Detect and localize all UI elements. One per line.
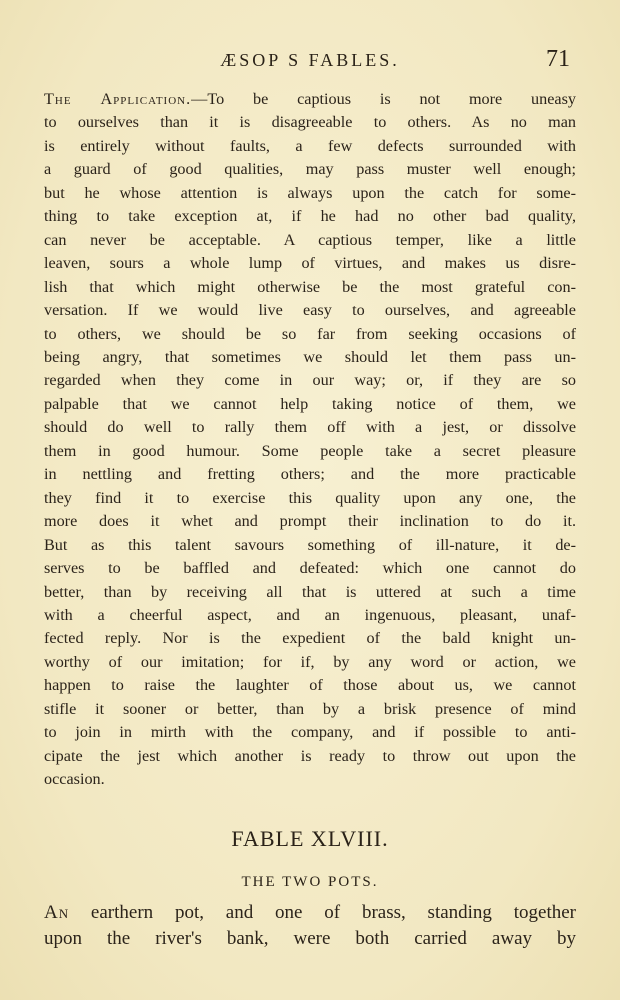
text-line: being angry, that sometimes we should let them pass un- — [44, 347, 576, 366]
text-line: worthy of our imitation; for if, by any word or action, we — [44, 652, 576, 671]
running-title: ÆSOP S FABLES. — [220, 50, 400, 70]
text-line-content: earthern pot, and one of brass, standing together — [90, 902, 576, 923]
text-line: thing to take exception at, if he had no other bad quality, — [44, 207, 576, 226]
fable-first-word: An — [44, 902, 70, 923]
text-line: with a cheerful aspect, and an ingenuous, pleasant, unaf- — [44, 605, 576, 624]
text-line: leaven, sours a whole lump of virtues, and makes us disre- — [44, 254, 576, 273]
text-line: but he whose attention is always upon the catch for some- — [44, 183, 576, 202]
text-line: lish that which might otherwise be the most grateful con- — [44, 277, 576, 296]
text-line: versation. If we would live easy to ourselves, and agreeable — [44, 301, 576, 320]
text-line: cipate the jest which another is ready to throw out upon the — [44, 746, 576, 765]
page-number: 71 — [546, 46, 570, 72]
text-line: better, than by receiving all that is uttered at such a time — [44, 582, 576, 601]
text-line — [44, 88, 576, 111]
fable-opening-paragraph — [44, 900, 576, 952]
text-line: should do well to rally them off with a jest, or dissolve — [44, 418, 576, 437]
fable-heading: FABLE XLVIII. — [231, 826, 389, 851]
text-line: to ourselves than it is disagreeable to others. As no man — [44, 113, 576, 132]
text-line: regarded when they come in our way; or, if they are so — [44, 371, 576, 390]
text-line: upon the river's bank, were both carried away by — [44, 928, 576, 949]
text-line: stifle it sooner or better, than by a brisk presence of mind — [44, 699, 576, 718]
fable-subtitle: THE TWO POTS. — [241, 874, 379, 890]
text-line: them in good humour. Some people take a secret pleasure — [44, 441, 576, 460]
application-paragraph — [44, 88, 576, 792]
text-line: they find it to exercise this quality upon any one, the — [44, 488, 576, 507]
text-line: is entirely without faults, a few defects surrounded with — [44, 136, 576, 155]
text-line — [44, 900, 576, 926]
text-line: in nettling and fretting others; and the more practicable — [44, 465, 576, 484]
text-line: to others, we should be so far from seeking occasions of — [44, 324, 576, 343]
text-line: serves to be baffled and defeated: which one cannot do — [44, 559, 576, 578]
text-line: occasion. — [44, 770, 105, 789]
text-line: fected reply. Nor is the expedient of the bald knight un- — [44, 629, 576, 648]
text-line: more does it whet and prompt their inclination to do it. — [44, 512, 576, 531]
text-line: happen to raise the laughter of those about us, we cannot — [44, 676, 576, 695]
text-line: palpable that we cannot help taking notice of them, we — [44, 394, 576, 413]
text-line: can never be acceptable. A captious temper, like a little — [44, 230, 576, 249]
text-line: But as this talent savours something of ill-nature, it de- — [44, 535, 576, 554]
text-line: a guard of good qualities, may pass muster well enough; — [44, 160, 576, 179]
text-line-content: —To be captious is not more uneasy — [191, 90, 576, 108]
running-head — [40, 46, 580, 76]
application-label: The Application. — [44, 90, 192, 108]
text-line: to join in mirth with the company, and if possible to anti- — [44, 723, 576, 742]
